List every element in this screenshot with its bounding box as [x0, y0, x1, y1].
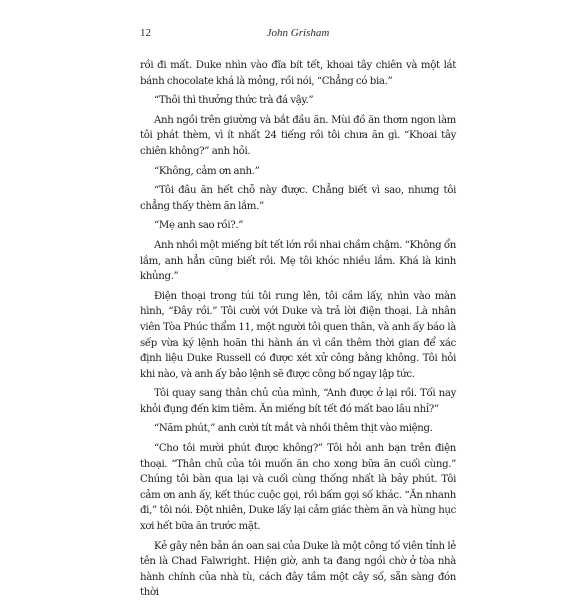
paragraph: “Năm phút,” anh cười tít mắt và nhồi thêm thịt vào miệng.	[154, 423, 433, 435]
paragraph: Điện thoại trong túi tôi rung lên, tôi cầm lấy, nhìn vào màn hình, “Đây rồi.” Tôi cười với Duke và trả lời điện thoại. Là nhân viên Tòa Phúc thẩm 11, một người tôi quen thân, và anh ấy báo là sếp vừa ký lệnh hoãn thi hành án vì cần thêm thời gian để xác định liệu Duke Russell có được xét xử công bằng không. Tôi hỏi khi nào, và anh ấy bảo lệnh sẽ được công bố ngay lập tức.	[140, 290, 456, 380]
paragraph: “Mẹ anh sao rồi?.”	[154, 220, 244, 232]
page-header	[140, 27, 456, 43]
paragraph: “Cho tôi mười phút được không?” Tôi hỏi anh bạn trên điện thoại. “Thân chủ của tôi muốn ăn cho xong bữa ăn cuối cùng.” Chúng tôi bàn qua lại và cuối cùng thống nhất là bảy phút. Tôi cảm ơn anh ấy, kết thúc cuộc gọi, rồi bấm gọi số khác. “Ăn nhanh đi,” tôi nói. Đột nhiên, Duke lấy lại cảm giác thèm ăn và hùng hục xơi hết bữa ăn trước mặt.	[140, 443, 456, 533]
paragraph: Anh nhồi một miếng bít tết lớn rồi nhai chầm chậm. “Không ổn lắm, anh hẳn cũng biết rồi. Mẹ tôi khóc nhiều lắm. Khá là kinh khủng.”	[140, 239, 456, 283]
running-head-author: John Grisham	[266, 27, 330, 39]
paragraph: Tôi quay sang thân chủ của mình, “Anh được ở lại rồi. Tối nay khỏi đụng đến kim tiêm. Ăn miếng bít tết đó mất bao lâu nhỉ?”	[140, 388, 456, 415]
page-number: 12	[140, 27, 151, 39]
paragraph: “Tôi đâu ăn hết chỗ này được. Chẳng biết vì sao, nhưng tôi chẳng thấy thèm ăn lắm.”	[140, 185, 456, 212]
paragraph: “Không, cảm ơn anh.”	[154, 165, 260, 177]
paragraph: “Thôi thì thưởng thức trà đá vậy.”	[154, 95, 314, 107]
paragraph: Kẻ gây nên bản án oan sai của Duke là một công tố viên tỉnh lẻ tên là Chad Falwright. Hiện giờ, anh ta đang ngồi chờ ở tòa nhà hành chính của nhà tù, cách đây tầm một cây số, sẵn sàng đón thời	[140, 540, 456, 599]
paragraph: Anh ngồi trên giường và bắt đầu ăn. Mùi đồ ăn thơm ngon làm tôi phát thèm, vì ít nhất 24 tiếng rồi tôi chưa ăn gì. “Khoai tây chiên không?” anh hỏi.	[140, 114, 456, 157]
body-text	[140, 58, 456, 605]
paragraph: rồi đi mất. Duke nhìn vào đĩa bít tết, khoai tây chiên và một lát bánh chocolate khá là mỏng, rồi nói, “Chẳng có bia.”	[140, 60, 456, 87]
